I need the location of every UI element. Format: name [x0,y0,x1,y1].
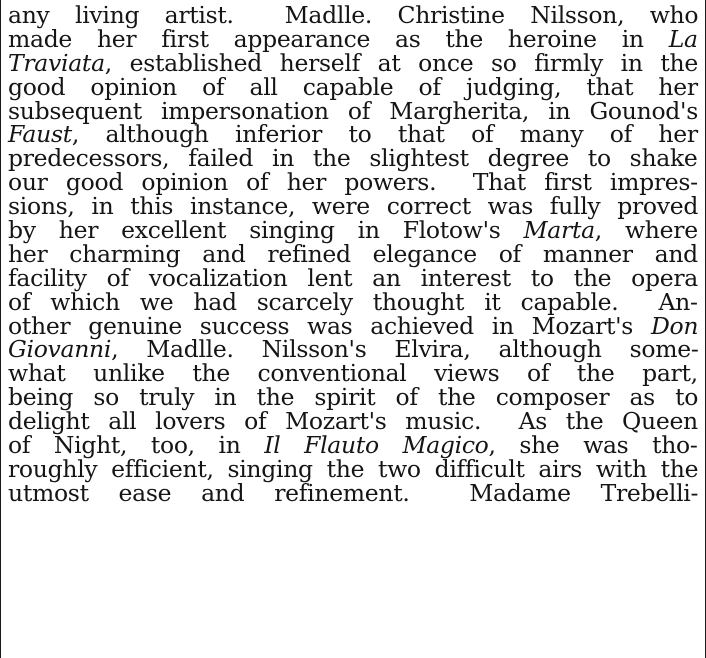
text-segment: being so truly in the spirit of the composer as to [8,383,699,412]
text-segment: of which we had scarcely thought it capable. An- [8,287,698,316]
text-segment: any living artist. Madlle. Christine Nilsson, who [8,1,699,29]
text-segment: facility of vocalization lent an interest to the opera [8,263,699,292]
italic-title-text: La [668,24,698,53]
italic-title-text: Don [650,311,699,340]
italic-title-text: Faust [8,120,72,149]
text-segment: her charming and refined elegance of manner and [8,239,698,268]
text-segment: of Night, too, in [8,431,265,460]
text-segment: , Madlle. Nilsson's Elvira, although some- [111,335,699,364]
italic-title-text: Il Flauto Magico [264,431,489,460]
text-segment: other genuine success was achieved in Mozart's [8,311,651,340]
text-segment: , where [594,216,698,245]
text-segment: good opinion of all capable of judging, that her [8,72,698,101]
text-segment: , established herself at once so firmly in the [104,48,698,77]
text-segment: delight all lovers of Mozart's music. As the Queen [8,407,698,436]
article-body-text [8,1,699,507]
text-segment: , although inferior to that of many of her [71,120,698,149]
text-line [8,478,699,507]
text-segment: utmost ease and refinement. Madame Trebelli- [8,478,699,507]
text-line [8,431,698,460]
text-segment: by her excellent singing in Flotow's [8,216,524,245]
italic-title-text: Marta [523,216,595,245]
italic-title-text: Traviata [8,48,105,77]
text-segment: made her first appearance as the heroine in [8,24,669,53]
text-segment: roughly efficient, singing the two difficult airs with the [8,454,699,483]
text-segment: predecessors, failed in the slightest degree to shake [8,144,698,173]
italic-title-text: Giovanni [8,335,112,364]
text-segment: what unlike the conventional views of the part, [8,359,698,388]
text-segment: sions, in this instance, were correct was fully proved [8,192,699,221]
text-segment: our good opinion of her powers. That first impres- [8,168,698,197]
text-segment: , she was tho- [488,431,698,460]
text-segment: subsequent impersonation of Margherita, in Gounod's [8,96,698,125]
